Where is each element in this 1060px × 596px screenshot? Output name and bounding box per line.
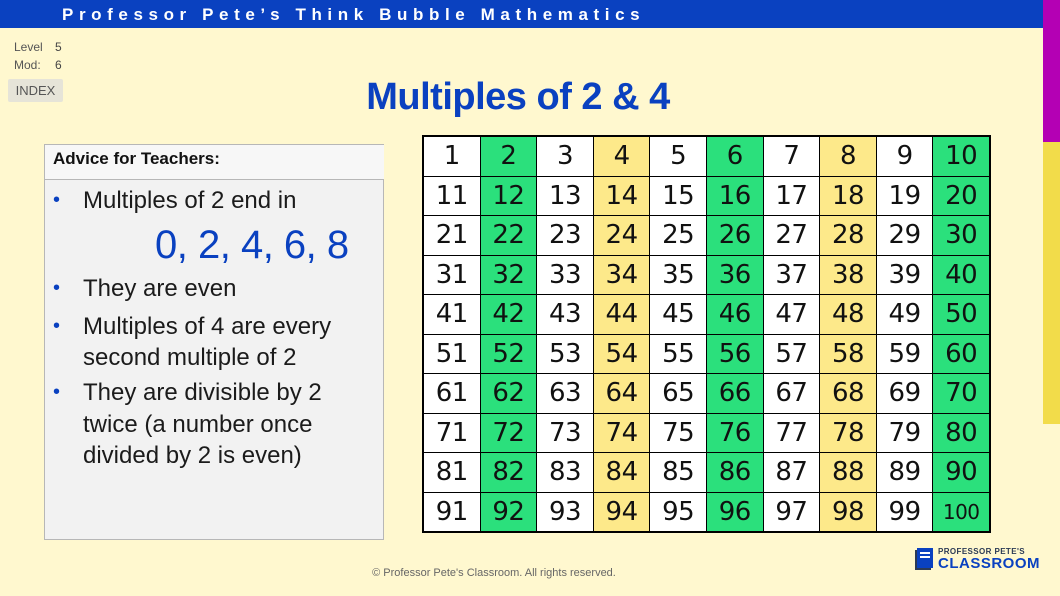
grid-cell: 48 xyxy=(820,295,876,334)
grid-cell: 99 xyxy=(877,493,933,532)
grid-cell: 50 xyxy=(933,295,989,334)
bullet-3-text-a: Multiples of 4 are every xyxy=(83,313,332,340)
grid-cell: 10 xyxy=(933,137,989,176)
grid-cell: 45 xyxy=(650,295,706,334)
grid-cell: 67 xyxy=(764,374,820,413)
grid-cell: 30 xyxy=(933,216,989,255)
logo-name: CLASSROOM xyxy=(938,555,1040,572)
grid-cell: 41 xyxy=(424,295,480,334)
grid-cell: 65 xyxy=(650,374,706,413)
grid-cell: 88 xyxy=(820,453,876,492)
bullet-dot-icon: • xyxy=(53,381,61,403)
grid-cell: 16 xyxy=(707,177,763,216)
grid-cell: 52 xyxy=(481,335,537,374)
grid-cell: 73 xyxy=(537,414,593,453)
grid-cell: 9 xyxy=(877,137,933,176)
grid-cell: 70 xyxy=(933,374,989,413)
grid-cell: 55 xyxy=(650,335,706,374)
mod-label: Mod: xyxy=(14,58,41,72)
grid-cell: 21 xyxy=(424,216,480,255)
grid-cell: 7 xyxy=(764,137,820,176)
grid-cell: 63 xyxy=(537,374,593,413)
bullet-3-text-b: second multiple of 2 xyxy=(83,344,297,371)
grid-cell: 72 xyxy=(481,414,537,453)
grid-cell: 34 xyxy=(594,256,650,295)
grid-cell: 69 xyxy=(877,374,933,413)
grid-cell: 43 xyxy=(537,295,593,334)
index-button[interactable]: INDEX xyxy=(8,79,63,102)
grid-cell: 59 xyxy=(877,335,933,374)
slide-title: Multiples of 2 & 4 xyxy=(366,76,670,118)
grid-cell: 81 xyxy=(424,453,480,492)
grid-cell: 28 xyxy=(820,216,876,255)
grid-cell: 56 xyxy=(707,335,763,374)
grid-cell: 98 xyxy=(820,493,876,532)
grid-cell: 64 xyxy=(594,374,650,413)
grid-cell: 78 xyxy=(820,414,876,453)
grid-cell: 93 xyxy=(537,493,593,532)
grid-cell: 2 xyxy=(481,137,537,176)
grid-cell: 49 xyxy=(877,295,933,334)
grid-cell: 87 xyxy=(764,453,820,492)
grid-cell: 31 xyxy=(424,256,480,295)
grid-cell: 91 xyxy=(424,493,480,532)
grid-cell: 44 xyxy=(594,295,650,334)
grid-cell: 25 xyxy=(650,216,706,255)
bullet-4-text-b: twice (a number once xyxy=(83,410,313,438)
bullet-dot-icon: • xyxy=(53,277,61,299)
grid-cell: 61 xyxy=(424,374,480,413)
grid-cell: 11 xyxy=(424,177,480,216)
grid-cell: 22 xyxy=(481,216,537,255)
grid-cell: 40 xyxy=(933,256,989,295)
grid-cell: 80 xyxy=(933,414,989,453)
grid-cell: 75 xyxy=(650,414,706,453)
grid-cell: 18 xyxy=(820,177,876,216)
grid-cell: 33 xyxy=(537,256,593,295)
grid-cell: 13 xyxy=(537,177,593,216)
grid-cell: 36 xyxy=(707,256,763,295)
grid-cell: 95 xyxy=(650,493,706,532)
grid-cell: 3 xyxy=(537,137,593,176)
mod-value: 6 xyxy=(55,58,62,72)
grid-cell: 76 xyxy=(707,414,763,453)
grid-cell: 68 xyxy=(820,374,876,413)
grid-cell: 58 xyxy=(820,335,876,374)
grid-cell: 32 xyxy=(481,256,537,295)
header-bar xyxy=(0,0,1043,28)
advice-panel xyxy=(44,144,384,540)
grid-cell: 6 xyxy=(707,137,763,176)
grid-cell: 89 xyxy=(877,453,933,492)
grid-cell: 24 xyxy=(594,216,650,255)
grid-cell: 54 xyxy=(594,335,650,374)
grid-cell: 74 xyxy=(594,414,650,453)
grid-cell: 79 xyxy=(877,414,933,453)
grid-cell: 12 xyxy=(481,177,537,216)
grid-cell: 17 xyxy=(764,177,820,216)
mod-info xyxy=(14,58,62,72)
grid-cell: 96 xyxy=(707,493,763,532)
grid-cell: 57 xyxy=(764,335,820,374)
grid-cell: 5 xyxy=(650,137,706,176)
grid-cell: 85 xyxy=(650,453,706,492)
grid-cell: 53 xyxy=(537,335,593,374)
grid-cell: 94 xyxy=(594,493,650,532)
grid-cell: 60 xyxy=(933,335,989,374)
grid-cell: 46 xyxy=(707,295,763,334)
level-info xyxy=(14,40,62,54)
grid-cell: 97 xyxy=(764,493,820,532)
grid-cell: 71 xyxy=(424,414,480,453)
grid-cell: 62 xyxy=(481,374,537,413)
bullet-1-text: Multiples of 2 end in xyxy=(83,187,297,214)
book-logo-icon xyxy=(913,546,935,572)
grid-cell: 66 xyxy=(707,374,763,413)
grid-cell: 8 xyxy=(820,137,876,176)
level-value: 5 xyxy=(55,40,62,54)
level-label: Level xyxy=(14,40,43,54)
grid-cell: 47 xyxy=(764,295,820,334)
grid-cell: 77 xyxy=(764,414,820,453)
app-title: Professor Pete’s Think Bubble Mathematics xyxy=(62,5,646,24)
grid-cell: 19 xyxy=(877,177,933,216)
grid-cell: 20 xyxy=(933,177,989,216)
grid-cell: 39 xyxy=(877,256,933,295)
grid-cell: 92 xyxy=(481,493,537,532)
bullet-2-text: They are even xyxy=(83,275,237,302)
grid-cell: 84 xyxy=(594,453,650,492)
grid-cell: 23 xyxy=(537,216,593,255)
bullet-4-text-c: divided by 2 is even) xyxy=(83,442,302,469)
bullet-dot-icon: • xyxy=(53,315,61,337)
grid-cell: 38 xyxy=(820,256,876,295)
grid-cell: 100 xyxy=(933,493,989,532)
side-stripe-bottom xyxy=(1043,424,1060,596)
grid-cell: 14 xyxy=(594,177,650,216)
grid-cell: 82 xyxy=(481,453,537,492)
even-digits: 0, 2, 4, 6, 8 xyxy=(155,223,349,267)
grid-cell: 26 xyxy=(707,216,763,255)
side-stripe-yellow xyxy=(1043,142,1060,424)
grid-cell: 42 xyxy=(481,295,537,334)
grid-cell: 4 xyxy=(594,137,650,176)
classroom-logo xyxy=(913,546,1040,576)
grid-cell: 1 xyxy=(424,137,480,176)
grid-cell: 86 xyxy=(707,453,763,492)
bullet-4-text-a: They are divisible by 2 xyxy=(83,379,322,406)
logo-subtitle: PROFESSOR PETE'S xyxy=(938,547,1025,556)
grid-cell: 35 xyxy=(650,256,706,295)
grid-cell: 27 xyxy=(764,216,820,255)
advice-heading: Advice for Teachers: xyxy=(45,145,384,180)
grid-cell: 90 xyxy=(933,453,989,492)
grid-cell: 83 xyxy=(537,453,593,492)
side-stripe-magenta xyxy=(1043,0,1060,142)
grid-cell: 29 xyxy=(877,216,933,255)
copyright-text: © Professor Pete's Classroom. All rights reserved. xyxy=(372,567,616,579)
grid-cell: 37 xyxy=(764,256,820,295)
grid-cell: 51 xyxy=(424,335,480,374)
grid-cell: 15 xyxy=(650,177,706,216)
bullet-dot-icon: • xyxy=(53,189,61,211)
hundred-square xyxy=(422,135,991,533)
